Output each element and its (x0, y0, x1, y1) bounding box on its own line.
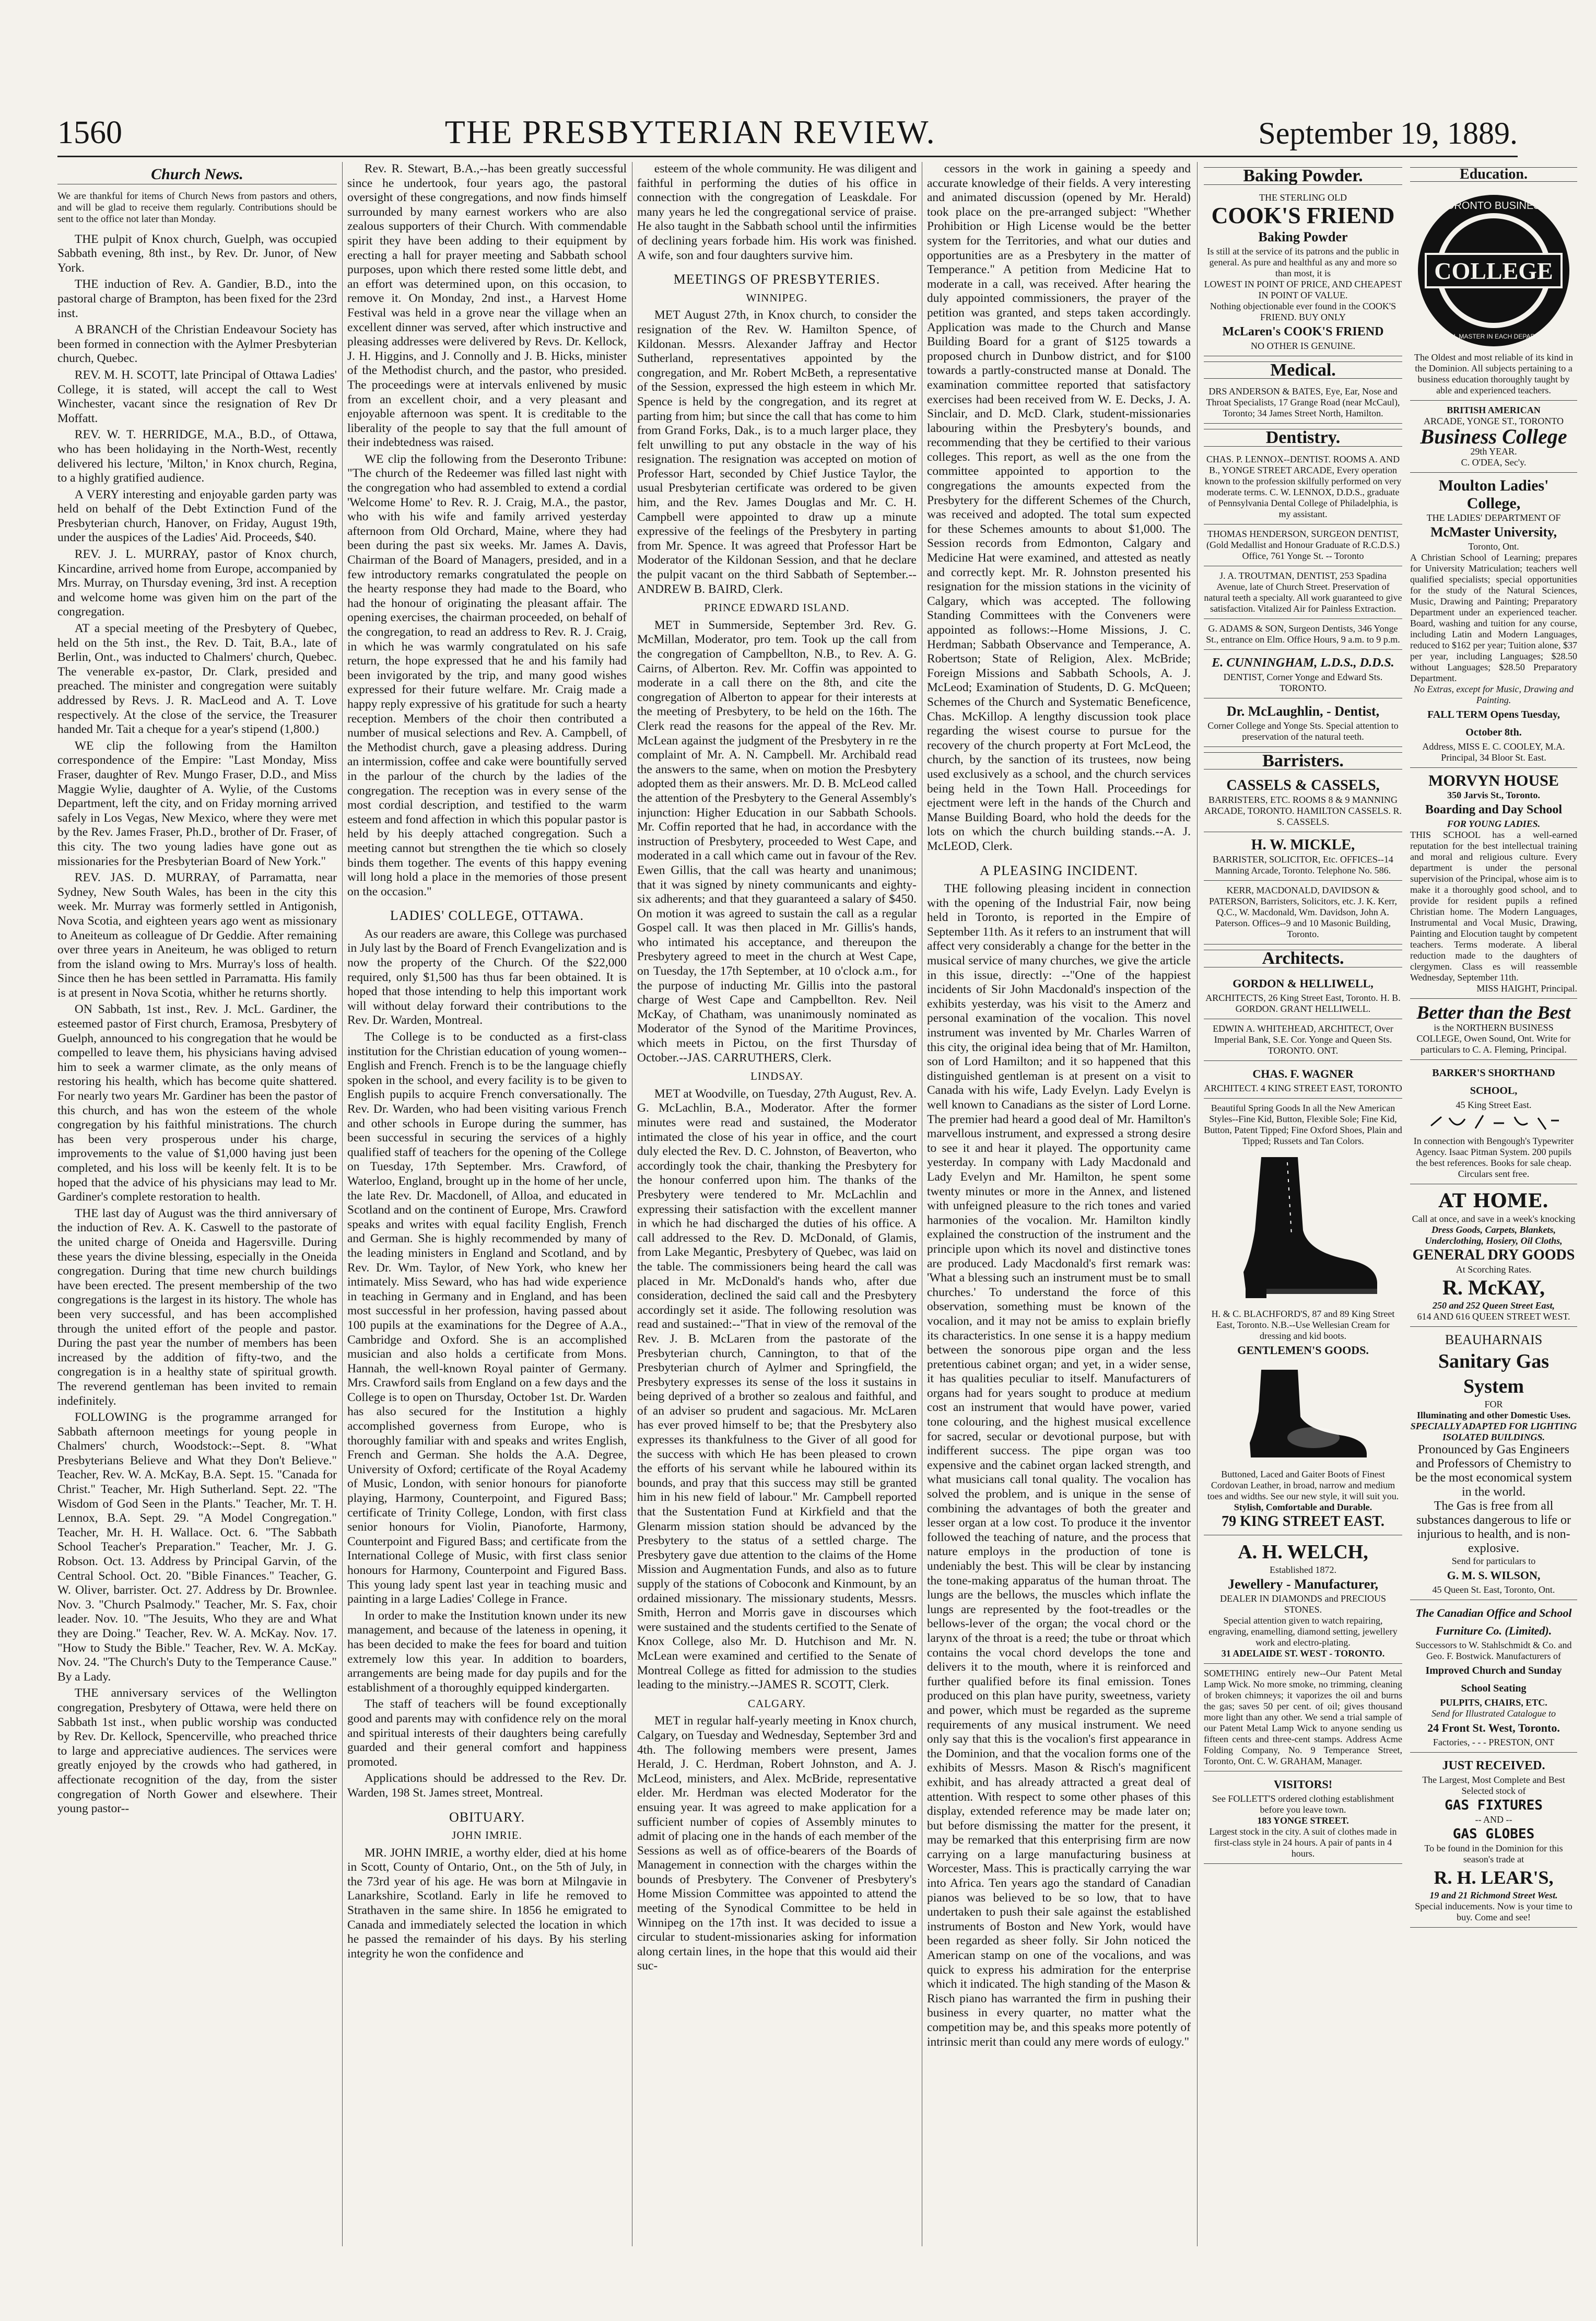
article-paragraph: MET at Woodville, on Tuesday, 27th August, Rev. A. G. McLachlin, B.A., Moderator. After the former minutes were read and sustained, the Moderator intimated the close of his year in office, and the court duly elected the Rev. D. C. Johnston, of Beaverton, who accordingly took the chair, thanking the Presbytery for the honour conferred upon him. The thanks of the Presbytery were tendered to Mr. McLachlin and expressing their satisfaction with the excellent manner in which he had discharged the duties of his office. A call addressed to the Rev. D. McDonald, of Glamis, from Lake Megantic, Presbytery of Quebec, was laid on the table. The commissioners being heard the call was placed in Mr. McDonald's hands who, after due consideration, declined the said call and the Presbytery accordingly set it aside. The following resolution was read and sustained:--"That in view of the removal of the Rev. J. B. McLaren from the pastorate of the Presbyterian church, Cannington, to that of the Presbyterian church of Aylmer and Springfield, the Presbytery expresses its sense of the loss it sustains in being deprived of a brother so zealous and faithful, and of an adviser so prudent and sagacious. Mr. McLaren has ever proved himself to be; that the Presbytery also expresses its thankfulness to the Giver of all good for the success with which He has been pleased to crown the efforts of his servant while he laboured within its bounds, and pray that this success may still be granted him in his new field of labour." Mr. Campbell reported that the Sustentation Fund at Kirkfield and that the Glenarm mission station should be advanced by the Presbytery to the status of a settled charge. The Presbytery gave due attention to the claims of the Home Mission and Augmentation Funds, and also as to future supply of the stations of Coboconk and Kinmount, by an ordained missionary. The missionary students, Messrs. Smith, Herron and Morris gave in discourses which were sustained and the students certified to the Senate of Knox College, also Mr. D. Hutchison and Mr. N. McLean were examined and certified to the Senate of Montreal College as fitted for admission to the studies leading to the ministry.--JAMES R. SCOTT, Clerk. (637, 1087, 917, 1692)
news-item: REV. J. L. MURRAY, pastor of Knox church, Kincardine, arrived home from Europe, accompanied by Mrs. Murray, on Thursday evening, 3rd inst. A reception and welcome home was given him on the part of the congregation. (57, 547, 337, 619)
ad-line: GAS FIXTURES (1445, 1798, 1543, 1813)
ad-line: Nothing objectionable ever found in the COOK'S FRIEND. BUY ONLY (1210, 300, 1396, 322)
ad-address: 614 AND 616 QUEEN STREET WEST. (1417, 1311, 1570, 1322)
article-paragraph: The staff of teachers will be found exceptionally good and parents may with confidence rely on the moral and spiritual interests of their daughters being carefully guarded and their general comfort and happiness promoted. (347, 1697, 627, 1769)
page-number: 1560 (57, 115, 122, 150)
column-rule (342, 162, 343, 2246)
section-heading: Church News. (57, 167, 337, 184)
ad-title: MORVYN HOUSE (1428, 772, 1559, 789)
ad-line: FOR (1484, 1399, 1503, 1409)
ad-subtitle: Improved Church and Sunday School Seating (1425, 1665, 1562, 1694)
ad-anderson-bates (1204, 382, 1402, 424)
ad-line: Established 1872. (1270, 1564, 1336, 1575)
masthead (57, 110, 1518, 157)
ad-address: 250 and 252 Queen Street East, (1432, 1300, 1555, 1311)
ad-body: Is still at the service of its patrons and the public in general. As pure and healthful as any and more so than most, it is (1207, 246, 1399, 278)
article-paragraph: cessors in the work in gaining a speedy and accurate knowledge of their fields. A very interesting and animated discussion (opened by Mr. Herald) took place on the pre-arranged subject: "Whether Prohibition or High License would be the better system for the Territories, and what our duties and opportunities are as a Presbytery in the matter of Temperance." A petition from Medicine Hat to moderate in a call, was received. After hearing the duly appointed commissioners, the prayer of the petition was granted, and steps taken accordingly. Application was made to the Church and Manse Building Board for a grant of $125 towards a proposed church in Dunbow district, and for $100 towards a partly-constructed manse at Donald. The examination committee reported that satisfactory exercises had been received from W. E. Decks, J. A. Sinclair, and D. McD. Clark, student-missionaries labouring within the Presbytery's bounds, and recommending that they be certified to their various colleges. This report, as well as the one from the committee appointed to apportion to the congregations the amounts expected from the Presbytery for the different Schemes of the Church, was received and adopted. The total sum expected for these Schemes amounts to about $1,000. The Session records from Edmonton, Calgary and Medicine Hat were examined, and attested as neatly and correctly kept. Mr. R. Johnston presented his resignation for the mission stations in the vicinity of Calgary, which was accepted. The following Standing Committees with the Conveners were appointed as follows:--Home Missions, J. C. Herdman; Sabbath Observance and Temperance, A. Robertson; State of Religion, Alex. McBride; Foreign Missions and Sabbath Schools, A. J. McLeod; Examination of Students, D. G. McQueen; Schemes of the Church and Systematic Beneficence, Chas. McKillop. A lengthy discussion took place regarding the wisest course to pursue for the recovery of the church property at Fort McLeod, the church, by the sanction of its trustees, now being used exclusively as a school, and the church services being held in the Town Hall. Proceedings for ejectment were left in the hands of the Church and Manse Building Board, who hold the deeds for the lots on which the church building stands.--A. J. McLEOD, Clerk. (927, 162, 1191, 853)
ad-body: The Largest, Most Complete and Best Selected stock of (1422, 1775, 1565, 1796)
ad-body: Buttoned, Laced and Gaiter Boots of Finest Cordovan Leather, in broad, narrow and medium toes and widths. See our new style, it will suit you. (1207, 1468, 1399, 1501)
ad-body: is the NORTHERN BUSINESS COLLEGE, Owen Sound, Ont. Write for particulars to C. A. Fleming, Principal. (1416, 1022, 1571, 1055)
ad-welch-jeweller (1204, 1535, 1402, 1664)
ad-body: BARRISTER, SOLICITOR, Etc. OFFICES--14 Manning Arcade, Toronto. Telephone No. 586. (1213, 854, 1393, 876)
ad-line: SPECIALLY ADAPTED FOR LIGHTING ISOLATED BUILDINGS. (1410, 1421, 1577, 1442)
ad-barkers-shorthand (1410, 1060, 1577, 1184)
ad-adams-dentist (1204, 619, 1402, 650)
ad-body: SOMETHING entirely new--Our Patent Metal Lamp Wick. No more smoke, no trimming, cleaning of broken chimneys; it vaporizes the oil and burns the gas; saves 50 per cent. of oil; gives thousand more light than any other. We send a trial sample of our Patent Metal Lamp Wick to anyone sending us fifteen cents and three-cent stamps. Address Acme Folding Company, No. 9 Temperance Street, Toronto, Ont. C. W. GRAHAM, Manager. (1204, 1667, 1402, 1766)
ad-title: Dr. McLaughlin, - Dentist, (1226, 703, 1380, 719)
ad-body: Corner College and Yonge Sts. Special attention to preservation of the natural teeth. (1207, 720, 1399, 742)
ad-body: EDWIN A. WHITEHEAD, ARCHITECT, Over Imperial Bank, S.E. Cor. Yonge and Queen Sts. TORONTO. ONT. (1213, 1023, 1393, 1056)
ad-title: GENTLEMEN'S GOODS. (1237, 1343, 1369, 1357)
ad-body: Pronounced by Gas Engineers and Professors of Chemistry to be the most economical system in the world. (1415, 1443, 1572, 1499)
ad-title: The Canadian Office and School Furniture Co. (Limited). (1415, 1606, 1572, 1637)
ad-canadian-office-furniture (1410, 1600, 1577, 1753)
ad-address: 31 ADELAIDE ST. WEST - TORONTO. (1221, 1648, 1385, 1659)
ad-line: BRITISH AMERICAN (1447, 405, 1541, 415)
ad-line: NO OTHER IS GENUINE. (1251, 340, 1355, 351)
ad-subtitle: Boarding and Day School (1425, 803, 1563, 817)
ad-subtitle: Jewellery - Manufacturer, (1227, 1576, 1379, 1592)
article-paragraph: MET August 27th, in Knox church, to consider the resignation of the Rev. W. Hamilton Spence, of Kildonan. Messrs. Alexander Jaffray and Hector Sutherland, representatives appointed by the congregation, and Mr. Robert McBeth, a representative of the Session, expressed the high esteem in which Mr. Spence is held by the congregation, and its regret at parting from him; but since the call that has come to him from Grand Forks, Dak., is to a much larger place, they felt unwilling to put any obstacle in the way of his resignation. The resignation was accepted on motion of Professor Hart, seconded by Chief Justice Taylor, the usual Presbyterian certificate was ordered to be given him, and the Rev. James Douglas and Mr. C. H. Campbell were appointed to draw up a minute expressive of the feelings of the Presbytery in parting from Mr. Spence. It was agreed that Professor Hart be Moderator of the Kildonan Session, and that he declare the pulpit vacant on the third Sabbath of September.--ANDREW B. BAIRD, Clerk. (637, 308, 917, 596)
ad-british-american-business-college (1410, 401, 1577, 473)
ad-lear-gas-fixtures (1410, 1753, 1577, 1928)
ad-signature: MISS HAIGHT, Principal. (1476, 983, 1577, 994)
ad-address: 183 YONGE STREET. (1257, 1815, 1349, 1826)
presbytery-name: WINNIPEG. (746, 291, 808, 304)
news-item: AT a special meeting of the Presbytery of Quebec, held on the 5th inst., the Rev. D. Tait, B.A., late of Berlin, Ont., was inducted to Chalmers' church, Quebec. The venerable ex-pastor, Dr. Clark, presided and preached. The minister and congregation were suitably addressed by Revs. J. R. MacLeod and A. T. Love respectively. At the close of the service, the Treasurer handed Mr. Tait a cheque for a year's stipend (1,800.) (57, 622, 337, 737)
ad-body: BARRISTERS, ETC. ROOMS 8 & 9 MANNING ARCADE, TORONTO. HAMILTON CASSELS. R. S. CASSELS. (1204, 795, 1402, 827)
ad-line: -- AND -- (1475, 1814, 1512, 1825)
ad-follett-visitors (1204, 1771, 1402, 1864)
column-3 (637, 162, 917, 2246)
ad-title: Moulton Ladies' College, (1438, 477, 1549, 512)
ad-subtitle: GENERAL DRY GOODS (1412, 1247, 1575, 1263)
news-item: WE clip the following from the Hamilton correspondence of the Empire: "Last Monday, Miss Fraser, daughter of Rev. Mungo Fraser, D.D., and Miss Maggie Wylie, daughter of A. Wylie, of the Customs Department, left the city, and on Friday morning arrived safely in Los Vegas, New Mexico, where they were met by the Rev. James Fraser, Ph.D., brother of Dr. Fraser, of this city. The two young ladies have gone out as missionaries for the Presbyterian Board of New York." (57, 739, 337, 868)
ad-line: Illuminating and other Domestic Uses. (1416, 1410, 1571, 1420)
presbytery-name: LINDSAY. (750, 1070, 803, 1083)
ad-brand: BEAUHARNAIS (1445, 1332, 1543, 1347)
article-paragraph: esteem of the whole community. He was diligent and faithful in performing the duties of his office in connection with the congregation of Leaskdale. For many years he led the congregational service of praise. He also taught in the Sabbath school until the infirmities of declining years forbade him. His work was finished. A wife, son and four daughters survive him. (637, 162, 917, 262)
ad-body: Largest stock in the city. A suit of clothes made in first-class style in 24 hours. A pair of pants in 4 hours. (1209, 1826, 1397, 1859)
ad-title: AT HOME. (1438, 1190, 1549, 1212)
ad-title: GORDON & HELLIWELL, (1233, 976, 1374, 990)
article-paragraph: THE following pleasing incident in connection with the opening of the Industrial Fair, now being held in Toronto, is reported in the Empire of September 11th. As it refers to an instrument that will affect very considerably a change for the better in the musical service of many churches, we give the article in this issue, directly: --"One of the happiest incidents of Sir John Macdonald's inspection of the exhibits yesterday, was his visit to the Amerz and personal examination of the vocalion. This novel instrument was invented by Mr. Charles Warren of this city, the original idea being that of Mr. Hamilton, son of Lord Hamilton; and it so happened that this distinguished gentleman is at present on a visit to Canada with his wife, Lady Evelyn. Lady Evelyn is well known to Canadians as the sister of Lord Lorne. The premier had heard a good deal of Mr. Hamilton's marvellous instrument, and expressed a strong desire to see it and hear it played. The opportunity came yesterday. In company with Lady Macdonald and Lady Evelyn and Mr. Hamilton, he spent some twenty minutes or more in the Annex, and listened with unfeigned pleasure to the rich tones and varied harmonies of the vocalion. Mr. Hamilton kindly explained the construction of the instrument and the principle upon which its novel and distinctive tones are produced. Lady Macdonald's first remark was: 'What a blessing such an instrument must be to small churches.' To understand the force of this observation, something must be known of the vocalion, and it may not be amiss to explain briefly its characteristics. In one sense it is a happy medium between the sonorous pipe organ and the less pretentious cabinet organ; and yet, in a wider sense, it has qualities peculiar to itself. Manufacturers of organs had for years sought to produce at medium cost an instrument that would have power, varied tone colouring, and the highest musical excellence for sacred, secular or devotional purpose, but with indifferent success. The pipe organ was too expensive and the cabinet organ lacked strength, and what musicians call tonal quality. The vocalion has solved the problem, and is unique in the sense of combining the advantages of both the greater and lesser organ at a low cost. To produce it the inventor followed the teaching of nature, and the process that nature employs in the production of tone is undeniably the best. This will be clear by instancing the tone-making apparatus of the human throat. The lungs are the bellows, the muscles which inflate the lungs are represented by the foot-treadles or the bellows-lever of the organ; the vocal chord or the larynx of the throat is a reed; the tube or throat which contains the vocal chord develops the tone and delivers it to the mouth, where it is reinforced and further qualified before its final emission. Tones produced on this plan have purity, sweetness, variety and power, which must be regarded as the supreme requirements of any musical instrument. We need only say that this is the vocalion's first appearance in the Dominion, and that the vocalion forms one of the exhibits of Messrs. Mason & Risch's magnificent exhibit, and has already attracted a great deal of attention. With respect to some other phases of this display, extended reference may be made later on; but before dismissing the matter for the present, it may be remarked that this enterprising firm are now carrying on a large manufacturing business at Worcester, Mass. This is practically carrying the war into Africa. Ten years ago the standard of Canadian pianos was believed to be so low, that to have undertaken to push their sale against the established instruments of Boston and New York, would have been regarded as sheer folly. Sir John noticed the American stamp on one of the vocalions, and was quick to express his admiration for the enterprise which it indicated. The high standing of the Mason & Risch piano has warranted the firm in pushing their business in every quarter, no matter what the competition may be, and this speaks more potently of intrinsic merit than could any mere words of eulogy." (927, 882, 1191, 2049)
issue-date: September 19, 1889. (1258, 116, 1518, 150)
ad-body: ARCHITECTS, 26 King Street East, Toronto. H. B. GORDON. GRANT HELLIWELL. (1205, 992, 1401, 1014)
ad-mckay-dry-goods (1410, 1184, 1577, 1327)
ad-metal-lamp-wick (1204, 1664, 1402, 1771)
ad-toronto-business-college (1410, 185, 1577, 401)
ad-line: LOWEST IN POINT OF PRICE, AND CHEAPEST IN POINT OF VALUE. (1204, 278, 1402, 300)
ad-category-heading: Education. (1410, 167, 1577, 182)
ad-body: KERR, MACDONALD, DAVIDSON & PATERSON, Barristers, Solicitors, etc. J. K. Kerr, Q.C., W. Macdonald, Wm. Davidson, John A. Paterson. Offices--9 and 10 Masonic Building, Toronto. (1208, 885, 1398, 940)
ad-category-heading: Architects. (1204, 950, 1402, 967)
ad-body: Beautiful Spring Goods In all the New American Styles--Fine Kid, Button, Flexible Sole; Fine Kid, Button, Patent Tipped; Fine Oxford Shoes, Plain and Tipped; Russets and Tan Colors. (1204, 1102, 1402, 1146)
ad-name: G. M. S. WILSON, (1447, 1569, 1541, 1582)
news-item: A BRANCH of the Christian Endeavour Society has been formed in connection with the Aylmer Presbyterian church, Quebec. (57, 323, 337, 366)
news-item: THE induction of Rev. A. Gandier, B.D., into the pastoral charge of Brampton, has been fixed for the 23rd inst. (57, 277, 337, 320)
ad-line: McLaren's COOK'S FRIEND (1222, 324, 1384, 339)
seal-bottom-text: SPECIAL MASTER IN EACH DEPARTMENT (1430, 333, 1557, 340)
ad-category-heading: Medical. (1204, 361, 1402, 379)
ad-line: Successors to W. Stahlschmidt & Co. and Geo. F. Bostwick. Manufacturers of (1415, 1640, 1572, 1661)
ad-body: Call at once, and save in a week's knocking (1412, 1214, 1576, 1224)
ad-category-heading: Barristers. (1204, 752, 1402, 770)
news-item: THE pulpit of Knox church, Guelph, was occupied Sabbath evening, 8th inst., by Rev. Dr. Junor, of New York. (57, 232, 337, 275)
ad-script-title: Better than the Best (1416, 1002, 1571, 1023)
ad-address: 45 Queen St. East, Toronto, Ont. (1432, 1584, 1555, 1595)
ad-line: ARCADE, YONGE ST., TORONTO (1423, 416, 1564, 426)
ad-title: Sanitary Gas System (1438, 1350, 1550, 1397)
college-word: COLLEGE (1434, 258, 1553, 284)
ad-beauharnais-gas (1410, 1327, 1577, 1600)
ad-script-title: Business College (1420, 425, 1567, 448)
editor-note: We are thankful for items of Church News from pastors and others, and will be glad to receive them regularly. Contributions should be sent to the office not later than Monday. (57, 190, 337, 225)
ad-line: Factories, - - - PRESTON, ONT (1433, 1737, 1555, 1747)
ad-morvyn-house (1410, 768, 1577, 999)
ad-body: The Gas is free from all substances dangerous to life or injurious to health, and is non-explosive. (1416, 1499, 1571, 1555)
ad-mclaughlin-dentist (1204, 698, 1402, 747)
article-subheading: JOHN IMRIE. (452, 1829, 522, 1842)
ad-line: Stylish, Comfortable and Durable. (1234, 1501, 1372, 1512)
ad-line: Dress Goods, Carpets, Blankets, Underclothing, Hosiery, Oil Cloths, (1425, 1224, 1563, 1246)
ad-subtitle: Baking Powder (1258, 229, 1348, 244)
ad-title: CASSELS & CASSELS, (1226, 777, 1380, 794)
ad-category-heading: Dentistry. (1204, 429, 1402, 447)
article-paragraph: Applications should be addressed to the Rev. Dr. Warden, 198 St. James street, Montreal. (347, 1771, 627, 1800)
ad-body: DENTIST, Corner Yonge and Edward Sts. TORONTO. (1223, 671, 1383, 693)
article-paragraph: The College is to be conducted as a first-class institution for the Christian education of young women--English and French. French is to be the language chiefly spoken in the school, and every facility is to be given to English pupils to acquire French conversationally. The Rev. Dr. Warden, who had been visiting various French and other schools in Europe during the summer, has been successful in securing the services of a highly qualified staff of teachers for the opening of the College on Tuesday, 17th September. Mrs. Crawford, of Waterloo, England, brought up in the home of her uncle, the late Rev. Dr. Macdonell, of Alloa, and educated in Scotland and on the continent of Europe, Mrs. Crawford speaks and writes with equal facility English, French and German. She is highly recommended by many of the leading ministers in England and Scotland, and by Rev. Dr. Wm. Taylor, of New York, who knew her intimately. Miss Seward, who has had wide experience in teaching in Germany and in England, and has been most successful in her profession, having passed about 100 pupils at the examinations for the Degree of A.A., Cambridge and Oxford. She is an accomplished musician and also holds a certificate from Mons. Hannah, the well-known Royal painter of Germany. Mrs. Crawford sails from England on a few days and the College is to open on Thursday, October 1st. Dr. Warden has also secured for the Institution a highly accomplished governess from Europe, who is thoroughly familiar with and speaks and writes English, French and German. She holds the A.A. Degree, University of Oxford; certificate of the Royal Academy of Music, London, with senior honours for pianoforte playing, Harmony, Counterpoint, and Figured Bass; certificate of Trinity College, London, with first class senior honours for Violin, Pianoforte, Harmony, Counterpoint and Figured Bass; and certificate from the International College of Music, with first class senior honours for Harmony, Counterpoint and Figured Bass. This young lady spent last year in teaching music and painting in a large Ladies' College in France. (347, 1030, 627, 1606)
ad-lennox-dentist (1204, 450, 1402, 524)
ad-wagner (1204, 1061, 1402, 1099)
ad-name: R. H. LEAR'S, (1434, 1867, 1554, 1888)
news-item: THE last day of August was the third anniversary of the induction of Rev. A. K. Caswell to the pastorate of the united charge of Oneida and Hagersville. During these years the divine blessing, especially in the Oneida congregation. During that time new church buildings have been erected. The present membership of the two congregations is the largest in its history. The whole has been very successful, and has been accomplished through the united effort of the people and pastor. During the past year the number of members has been increased by the addition of fifty-two, and the congregation is in a healthy state of spiritual growth. The reverend gentleman has been invited to remain indefinitely. (57, 1206, 337, 1408)
column-4 (927, 162, 1191, 2246)
ad-title: CHAS. F. WAGNER (1252, 1067, 1354, 1080)
presbytery-name: CALGARY. (748, 1697, 806, 1710)
ad-troutman-dentist (1204, 566, 1402, 619)
column-1-church-news (57, 162, 337, 2246)
ad-line: PULPITS, CHAIRS, ETC. (1440, 1697, 1547, 1708)
ad-title: COOK'S FRIEND (1211, 202, 1395, 228)
ad-cooks-friend (1204, 188, 1402, 356)
ad-subtitle: McMaster University, (1430, 524, 1557, 540)
article-paragraph: MET in Summerside, September 3rd. Rev. G. McMillan, Moderator, pro tem. Took up the call from the congregation of Campbellton, N.B., to Rev. A. G. Cairns, of Alberton. Rev. Mr. Coffin was appointed to moderate in a call there on the 8th, and cite the congregation of Alberton to appear for their interests at the meeting of Presbytery, to be held on the 16th. The Clerk read the reasons for the appeal of the Rev. Mr. McLean against the judgment of the Presbytery in re the complaint of Mr. A. N. Campbell. Mr. Archibald read the answers to the same, when on motion the Presbytery adopted them as their answers. Mr. D. B. McLeod called the attention of the Presbytery to the General Assembly's injunction: Higher Education in our Sabbath Schools. Mr. Coffin reported that he had, in accordance with the instruction of Presbytery, proceeded to West Cape, and moderated in a call which came out in favour of the Rev. Ewen Gillis, that the call was hearty and unanimous; that it was signed by ninety communicants and eighty-six adherents; and that they guaranteed a salary of $450. On motion it was agreed to sustain the call as a regular Gospel call. It was then placed in Mr. Gillis's hands, who intimated his acceptance, and thereupon the Presbytery agreed to meet in the church at West Cape, on Tuesday, the 17th September, at 10 o'clock a.m., for the purpose of inducting Mr. Gillis into the pastoral charge of West Cape and Campbellton. Rev. Neil McKay, of Chatham, was unanimously nominated as Moderator of the Synod of the Maritime Provinces, which meets in Pictou, on the first Thursday of October.--JAS. CARRUTHERS, Clerk. (637, 618, 917, 1065)
ad-title: JUST RECEIVED. (1442, 1759, 1545, 1772)
ad-title: H. W. MICKLE, (1251, 837, 1355, 854)
ad-line: At Scorching Rates. (1456, 1264, 1532, 1275)
article-heading: MEETINGS OF PRESBYTERIES. (673, 272, 881, 287)
ad-name: R. McKAY, (1442, 1276, 1545, 1299)
gentlemens-boot-illustration (1235, 1364, 1371, 1464)
ad-body: CHAS. P. LENNOX--DENTIST. ROOMS A. AND B., YONGE STREET ARCADE, Every operation known to the profession skilfully performed on very moderate terms. C. W. LENNOX, D.D.S., graduate of Pennsylvania Dental College of Philadelphia, is my assistant. (1204, 453, 1402, 519)
article-paragraph: MR. JOHN IMRIE, a worthy elder, died at his home in Scott, County of Ontario, Ont., on the 5th of July, in the 73rd year of his age. He was born at Milngavie in Lanarkshire, Scotland. Early in life he removed to Strathaven in the same shire. In 1856 he emigrated to Canada and immediately selected the location in which he passed the remainder of his days. By his sterling integrity he won the confidence and (347, 1846, 627, 1961)
seal-top-text: TORONTO BUSINESS (1440, 200, 1547, 212)
ad-line: FOR YOUNG LADIES. (1447, 819, 1541, 829)
news-item: FOLLOWING is the programme arranged for Sabbath afternoon meetings for young people in Chalmers' church, Woodstock:--Sept. 8. "What Presbyterians Believe and What they Don't Believe." Teacher, Rev. W. A. McKay, B.A. Sept. 15. "Canada for Christ." Teacher, Mr. High Sutherland. Sept. 22. "The Wisdom of God Seen in the Plants." Teacher, Mr. T. H. Lennox, B.A. Sept. 29. "A Model Congregation." Teacher, Mr. H. H. Wallace. Oct. 6. "The Sabbath School Teacher's Preparation." Teacher, Mr. J. G. Robson. Oct. 13. Address by Principal Garvin, of the Central School. Oct. 20. "Bible Finances." Teacher, G. W. Oliver, barrister. Oct. 27. Address by Dr. Brownlee. Nov. 3. "Church Psalmody." Teacher, Mr. S. Fax, choir leader. Nov. 10. "The Jesuits, Who they are and What they are Doing." Teacher, Rev. W. A. McKay. Nov. 17. "How to Study the Bible." Teacher, Rev. W. A. McKay. Nov. 24. "The Church's Duty to the Temperance Cause." By a Lady. (57, 1410, 337, 1684)
column-6-education-ads (1410, 162, 1577, 2246)
presbytery-name: PRINCE EDWARD ISLAND. (704, 601, 850, 614)
shorthand-sample-illustration (1426, 1113, 1562, 1134)
ladies-boot-illustration (1225, 1152, 1381, 1303)
ad-body: THOMAS HENDERSON, SURGEON DENTIST, (Gold Medallist and Honour Graduate of R.C.D.S.) Office, 761 Yonge St. -- Toronto (1206, 528, 1400, 561)
college-seal-illustration (1415, 192, 1572, 349)
ad-line: Special inducements. Now is your time to buy. Come and see! (1415, 1901, 1572, 1922)
ad-moulton-ladies-college (1410, 473, 1577, 768)
ad-line: C. O'DEA, Sec'y. (1461, 457, 1527, 468)
ad-line: THE LADIES' DEPARTMENT OF (1426, 512, 1561, 523)
ad-henderson-dentist (1204, 524, 1402, 566)
ad-cassels (1204, 773, 1402, 832)
ad-line: THE STERLING OLD (1259, 192, 1347, 203)
article-paragraph: MET in regular half-yearly meeting in Knox church, Calgary, on Tuesday and Wednesday, September 3rd and 4th. The following members were present, James Herald, J. C. Herdman, Robert Johnston, and A. J. McLeod, ministers, and Alex. McBride, representative elder. Mr. Herdman was elected Moderator for the ensuing year. It was agreed to make application for a sufficient number of copies of Assembly minutes to admit of placing one in the hands of each member of the Sessions as well as of office-bearers of the Boards of Management in connection with the charges within the bounds of Presbytery. The Convener of Presbytery's Home Mission Committee was appointed to attend the meeting of the Synodical Committee to be held in Winnipeg on the 17th inst. It was decided to issue a circular to student-missionaries asking for information along certain lines, in the hope that this would aid their suc- (637, 1714, 917, 1973)
ad-line: Send for particulars to (1451, 1556, 1536, 1566)
article-paragraph: As our readers are aware, this College was purchased in July last by the Board of French Evangelization and is now the property of the Church. Of the $22,000 required, only $1,500 has thus far been obtained. It is hoped that those intending to help this important work will without delay forward their contributions to the Rev. Dr. Warden, Montreal. (347, 927, 627, 1028)
ad-body: DRS ANDERSON & BATES, Eye, Ear, Nose and Throat Specialists, 17 Grange Road (near McCaul), Toronto; 34 James Street North, Hamilton. (1206, 386, 1400, 419)
ad-line: Send for Illustrated Catalogue to (1431, 1708, 1556, 1719)
ad-mickle (1204, 832, 1402, 881)
ad-kerr-macdonald (1204, 881, 1402, 944)
ad-cunningham-dentist (1204, 650, 1402, 698)
column-rule (1197, 162, 1198, 2246)
ad-body: To be found in the Dominion for this season's trade at (1424, 1843, 1563, 1864)
ad-title: VISITORS! (1273, 1777, 1333, 1791)
ad-body: Special attention given to watch repairing, engraving, enamelling, diamond setting, jewellery work and electro-plating. (1208, 1615, 1398, 1648)
ad-address: 350 Jarvis St., Toronto. (1447, 790, 1540, 800)
news-item: THE anniversary services of the Wellington congregation, Presbytery of Ottawa, were held there on Sabbath 1st inst., when public worship was conducted by Rev. Dr. Kellock, Spencerville, who preached thrice to large and appreciative audiences. The services were greatly enjoyed by the crowds who had gathered, in affectionate recognition of the day, from the sister congregation of North Gower and elsewhere. Their young pastor-- (57, 1686, 337, 1816)
ad-line: No Extras, except for Music, Drawing and Painting. (1414, 684, 1574, 705)
ad-body: THIS SCHOOL has a well-earned reputation for the best intellectual training and moral and religious culture. Every department is under the personal supervision of the Principal, whose aim is to make it a thoroughly good school, and to provide for resident pupils a refined Christian home. The Modern Languages, Instrumental and Vocal Music, Drawing, Painting and Elocution taught by competent teachers. Terms moderate. A liberal reduction made to the daughters of clergymen. Class es will reassemble Wednesday, September 11th. (1410, 830, 1577, 983)
ad-category-heading: Baking Powder. (1204, 167, 1402, 185)
news-item: REV. W. T. HERRIDGE, M.A., B.D., of Ottawa, who has been holidaying in the North-West, recently delivered his lecture, 'Milton,' in Knox church, Regina, to a highly gratified audience. (57, 428, 337, 485)
ad-title: E. CUNNINGHAM, L.D.S., D.D.S. (1212, 656, 1394, 670)
news-item: REV. M. H. SCOTT, late Principal of Ottawa Ladies' College, it is stated, will accept the call to West Winchester, vacant since the resignation of Rev Dr Moffatt. (57, 368, 337, 425)
newspaper-title: THE PRESBYTERIAN REVIEW. (444, 113, 936, 150)
ad-address: 19 and 21 Richmond Street West. (1429, 1890, 1558, 1900)
article-heading: OBITUARY. (449, 1809, 525, 1825)
ad-gordon-helliwell (1204, 971, 1402, 1019)
news-item: WE clip the following from the Deseronto Tribune: "The church of the Redeemer was filled last night with the congregation who had assembled to extend a cordial 'Welcome Home' to Rev. R. J. Craig, M.A., the pastor, who with his wife and family arrived yesterday afternoon from Old Orchard, Maine, where they had been during the past six weeks. Mr. James A. Davis, Chairman of the Board of Managers, presided, and in a few introductory remarks congratulated the people on the hearty response they had made to the Board, who had the honour of originating the pleasant affair. The opening exercises, the chairman proceeded, on behalf of the congregation, to read an address to Rev. R. J. Craig, in which he was warmly congratulated on his safe return, the hope expressed that he and his family had been invigorated by the trip, and many good wishes expressed for their future welfare. Mr. Craig made a happy reply expressive of his gratitude for such a hearty reception. Members of the choir then contributed a number of musical selections and Rev. A. Campbell, of the Methodist church, gave a pleasing address. During an intermission, coffee and cake were bountifully served in the parlour of the church by the ladies of the congregation. The reception was in every sense of the most cordial description, and testified to the warm esteem and fond affection in which this popular pastor is held by his deeply attached congregation. Such a meeting cannot but strengthen the tie which so closely binds them together. The events of this happy evening will long hold a place in the memories of those present on the occasion." (347, 452, 627, 899)
column-2 (347, 162, 627, 2246)
news-item: REV. JAS. D. MURRAY, of Parramatta, near Sydney, New South Wales, has been in the city this week. Mr. Murray was formerly settled in Antigonish, Nova Scotia, and eighteen years ago went as missionary to Aneiteum as colleague of Dr Geddie. After remaining over three years in Aneiteum, he was obliged to return from the island owing to Mrs. Murray's loss of health. Since then he has been settled in Parramatta. His family is at present in Nova Scotia, whither he returns shortly. (57, 871, 337, 1000)
ad-body: J. A. TROUTMAN, DENTIST, 253 Spadina Avenue, late of Church Street. Preservation of natural teeth a specialty. All work guaranteed to give satisfaction. Vitalized Air for Painless Extraction. (1204, 570, 1402, 614)
ad-body: The Oldest and most reliable of its kind in the Dominion. All subjects pertaining to a business education thoroughly taught by able and experienced teachers. (1414, 352, 1573, 395)
ad-address: 45 King Street East. (1456, 1100, 1532, 1110)
news-item: Rev. R. Stewart, B.A.,--has been greatly successful since he undertook, four years ago, the pastoral oversight of these congregations, and now finds himself surrounded by many earnest workers who are also zealous supporters of their Church. With commendable spirit they have been adding to their equipment by erecting a hall for prayer meeting and Sabbath school purposes, upon which there rested some little debt, and an effort was determined upon, on this occasion, to remove it. On Monday, 2nd inst., a Harvest Home Festival was held in a grove near the village when an excellent dinner was served, after which instructive and pleasing addresses were delivered by Revs. Dr. Kellock, J. H. Higgins, and J. Connolly and J. B. Hicks, minister of the Methodist church, and the pastor, who presided. The proceedings were at intervals enlivened by music from an excellent choir, and a very pleasant and enjoyable afternoon was spent. It is creditable to the liberality of the people to say that the full amount of their indebtedness was raised. (347, 162, 627, 450)
article-paragraph: In order to make the Institution known under its new management, and because of the lateness in opening, it has been decided to make the fees for board and tuition extremely low this year. In addition to boarders, arrangements are being made for day pupils and for the establishment of a thoroughly equipped kindergarten. (347, 1608, 627, 1695)
ad-whitehead (1204, 1019, 1402, 1061)
ad-address: 24 Front St. West, Toronto. (1427, 1721, 1560, 1734)
ad-line: FALL TERM Opens Tuesday, October 8th. (1427, 709, 1560, 738)
ad-title: BARKER'S SHORTHAND SCHOOL, (1432, 1067, 1555, 1097)
article-heading: LADIES' COLLEGE, OTTAWA. (390, 908, 584, 924)
ad-line: 29th YEAR. (1470, 446, 1517, 457)
ad-blachford-shoes (1204, 1099, 1402, 1535)
ad-body: G. ADAMS & SON, Surgeon Dentists, 346 Yonge St., entrance on Elm. Office Hours, 9 a.m. to 9 p.m. (1206, 623, 1400, 645)
ad-address: Address, MISS E. C. COOLEY, M.A. Principal, 34 Bloor St. East. (1422, 741, 1565, 763)
ad-line: Toronto, Ont. (1468, 541, 1519, 552)
ad-body: ARCHITECT. 4 KING STREET EAST, TORONTO (1204, 1082, 1402, 1093)
ad-title: A. H. WELCH, (1238, 1541, 1368, 1563)
ad-body: In connection with Bengough's Typewriter Agency. Isaac Pitman System. 200 pupils the best references. Books for sale cheap. Circulars sent free. (1413, 1136, 1574, 1179)
ad-northern-business-college (1410, 999, 1577, 1060)
ad-body: See FOLLETT'S ordered clothing establishment before you leave town. (1212, 1793, 1394, 1815)
column-5-advertisements (1204, 162, 1402, 2246)
ad-line: GAS GLOBES (1452, 1826, 1535, 1842)
ad-address: 79 KING STREET EAST. (1222, 1513, 1384, 1530)
news-item: A VERY interesting and enjoyable garden party was held on behalf of the Debt Extinction Fund of the Presbyterian church, Hanover, on Friday, August 19th, under the auspices of the Ladies' Aid. Proceeds, $40. (57, 487, 337, 545)
ad-body: H. & C. BLACHFORD'S, 87 and 89 King Street East, Toronto. N.B.--Use Wellesian Cream for dressing and kid boots. (1211, 1308, 1395, 1341)
article-heading: A PLEASING INCIDENT. (979, 862, 1139, 878)
ad-body: A Christian School of Learning; prepares for University Matriculation; teachers well qualified specialists; special opportunities for the study of the Natural Sciences, Music, Drawing and Painting; Preparatory Department under an experienced teacher. Board, washing and tuition for any course, including Latin and Modern Languages, reduced to $162 per year; Tuition alone, $37 per year, including Languages; $28.50 without Languages; $28.50 Preparatory Department. (1410, 552, 1577, 683)
ad-line: DEALER IN DIAMONDS and PRECIOUS STONES. (1220, 1593, 1386, 1615)
news-item: ON Sabbath, 1st inst., Rev. J. McL. Gardiner, the esteemed pastor of First church, Eramosa, Presbytery of Guelph, announced to his congregation that he would be compelled to leave them, his physicians having advised him to seek a warmer climate, as the only means of restoring his health, which has become quite shattered. For nearly two years Mr. Gardiner has been the pastor of this church, and has won the esteem of the whole congregation by his faithful ministrations. The church has been very prosperous under his charge, improvements to the value of $1,000 having just been completed, and his loss will be keenly felt. It is to be hoped that the advice of his physicians may lead to Mr. Gardiner's complete restoration to health. (57, 1002, 337, 1204)
